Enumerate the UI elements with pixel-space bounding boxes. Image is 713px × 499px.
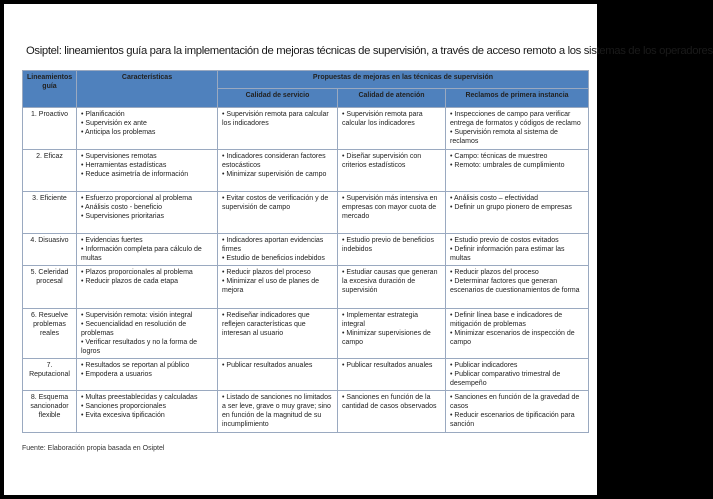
guide-cell: 8. Esquema sancionador flexible bbox=[23, 391, 77, 433]
attention-cell bbox=[338, 391, 446, 433]
list-item: • Supervisión remota para calcular los indicadores bbox=[342, 111, 423, 127]
claims-cell bbox=[446, 359, 589, 391]
characteristics-cell bbox=[77, 234, 218, 266]
header-characteristics: Características bbox=[77, 71, 218, 108]
list-item: • Campo: técnicas de muestreo bbox=[450, 153, 548, 160]
list-item: • Publicar indicadores bbox=[450, 362, 518, 369]
guide-cell: 7. Reputacional bbox=[23, 359, 77, 391]
list-item: • Supervisión más intensiva en empresas con mayor cuota de mercado bbox=[342, 195, 438, 220]
list-item: • Verificar resultados y no la forma de logros bbox=[81, 339, 198, 355]
characteristics-cell bbox=[77, 359, 218, 391]
list-item: • Remoto: umbrales de cumplimiento bbox=[450, 162, 565, 169]
attention-cell bbox=[338, 359, 446, 391]
list-item: • Publicar resultados anuales bbox=[342, 362, 433, 369]
table-row bbox=[23, 108, 589, 150]
header-guide: Lineamientos guía bbox=[23, 71, 77, 108]
header-service-quality: Calidad de servicio bbox=[218, 89, 338, 108]
characteristics-cell bbox=[77, 192, 218, 234]
attention-cell bbox=[338, 192, 446, 234]
list-item: • Anticipa los problemas bbox=[81, 129, 156, 136]
list-item: • Estudio previo de costos evitados bbox=[450, 237, 559, 244]
service-cell bbox=[218, 359, 338, 391]
table-row bbox=[23, 150, 589, 192]
list-item: • Sanciones en función de la gravedad de casos bbox=[450, 394, 580, 410]
list-item: • Resultados se reportan al público bbox=[81, 362, 190, 369]
guide-cell: 2. Eficaz bbox=[23, 150, 77, 192]
attention-cell bbox=[338, 266, 446, 309]
guide-cell: 4. Disuasivo bbox=[23, 234, 77, 266]
list-item: • Supervisión remota: visión integral bbox=[81, 312, 193, 319]
document-frame bbox=[4, 4, 713, 495]
service-cell bbox=[218, 192, 338, 234]
list-item: • Sanciones en función de la cantidad de casos observados bbox=[342, 394, 437, 410]
guide-cell: 1. Proactivo bbox=[23, 108, 77, 150]
claims-cell bbox=[446, 108, 589, 150]
list-item: • Empodera a usuarios bbox=[81, 371, 152, 378]
guidelines-table bbox=[22, 70, 589, 433]
list-item: • Supervisiones remotas bbox=[81, 153, 157, 160]
claims-cell bbox=[446, 391, 589, 433]
list-item: • Reduce asimetría de información bbox=[81, 171, 189, 178]
list-item: • Implementar estrategia integral bbox=[342, 312, 418, 328]
list-item: • Reducir plazos del proceso bbox=[450, 269, 539, 276]
list-item: • Inspecciones de campo para verificar entrega de formatos y códigos de reclamo bbox=[450, 111, 581, 127]
list-item: • Definir un grupo pionero de empresas bbox=[450, 204, 572, 211]
list-item: • Sanciones proporcionales bbox=[81, 403, 166, 410]
claims-cell bbox=[446, 150, 589, 192]
list-item: • Minimizar el uso de planes de mejora bbox=[222, 278, 319, 294]
characteristics-cell bbox=[77, 266, 218, 309]
list-item: • Información completa para cálculo de multas bbox=[81, 246, 202, 262]
service-cell bbox=[218, 309, 338, 359]
claims-cell bbox=[446, 309, 589, 359]
page-title: Osiptel: lineamientos guía para la implementación de mejoras técnicas de supervisión, a través de acceso remoto a los sistemas de los operadores bbox=[26, 45, 713, 57]
guide-cell: 3. Eficiente bbox=[23, 192, 77, 234]
list-item: • Definir línea base e indicadores de mitigación de problemas bbox=[450, 312, 563, 328]
attention-cell bbox=[338, 234, 446, 266]
list-item: • Rediseñar indicadores que reflejen características que interesan al usuario bbox=[222, 312, 310, 337]
table-row bbox=[23, 309, 589, 359]
list-item: • Reducir plazos de cada etapa bbox=[81, 278, 179, 285]
characteristics-cell bbox=[77, 391, 218, 433]
attention-cell bbox=[338, 108, 446, 150]
claims-cell bbox=[446, 234, 589, 266]
list-item: • Minimizar supervisiones de campo bbox=[342, 330, 431, 346]
service-cell bbox=[218, 108, 338, 150]
characteristics-cell bbox=[77, 309, 218, 359]
list-item: • Estudio previo de beneficios indebidos bbox=[342, 237, 434, 253]
table-row bbox=[23, 192, 589, 234]
list-item: • Multas preestablecidas y calculadas bbox=[81, 394, 198, 401]
list-item: • Planificación bbox=[81, 111, 125, 118]
list-item: • Minimizar supervisión de campo bbox=[222, 171, 327, 178]
list-item: • Supervisiones prioritarias bbox=[81, 213, 164, 220]
list-item: • Supervisión ex ante bbox=[81, 120, 147, 127]
list-item: • Supervisión remota para calcular los indicadores bbox=[222, 111, 329, 127]
list-item: • Indicadores aportan evidencias firmes bbox=[222, 237, 324, 253]
list-item: • Indicadores consideran factores estocásticos bbox=[222, 153, 326, 169]
attention-cell bbox=[338, 150, 446, 192]
table-row bbox=[23, 266, 589, 309]
service-cell bbox=[218, 266, 338, 309]
list-item: • Publicar resultados anuales bbox=[222, 362, 313, 369]
guide-cell: 5. Celeridad procesal bbox=[23, 266, 77, 309]
list-item: • Estudiar causas que generan la excesiva duración de supervisión bbox=[342, 269, 438, 294]
table-row bbox=[23, 359, 589, 391]
list-item: • Secuencialidad en resolución de problemas bbox=[81, 321, 187, 337]
header-attention-quality: Calidad de atención bbox=[338, 89, 446, 108]
header-claims: Reclamos de primera instancia bbox=[446, 89, 589, 108]
table-row bbox=[23, 391, 589, 433]
list-item: • Supervisión remota al sistema de reclamos bbox=[450, 129, 558, 145]
list-item: • Esfuerzo proporcional al problema bbox=[81, 195, 193, 202]
service-cell bbox=[218, 234, 338, 266]
list-item: • Evidencias fuertes bbox=[81, 237, 143, 244]
list-item: • Herramientas estadísticas bbox=[81, 162, 167, 169]
list-item: • Minimizar escenarios de inspección de campo bbox=[450, 330, 575, 346]
source-note: Fuente: Elaboración propia basada en Osiptel bbox=[22, 445, 165, 452]
table-body bbox=[23, 108, 589, 433]
list-item: • Análisis costo – efectividad bbox=[450, 195, 539, 202]
list-item: • Diseñar supervisión con criterios estadísticos bbox=[342, 153, 422, 169]
header-proposals: Propuestas de mejoras en las técnicas de supervisión bbox=[218, 71, 589, 89]
service-cell bbox=[218, 150, 338, 192]
claims-cell bbox=[446, 266, 589, 309]
list-item: • Evitar costos de verificación y de supervisión de campo bbox=[222, 195, 329, 211]
list-item: • Reducir escenarios de tipificación para sanción bbox=[450, 412, 575, 428]
guide-cell: 6. Resuelve problemas reales bbox=[23, 309, 77, 359]
list-item: • Definir información para estimar las multas bbox=[450, 246, 565, 262]
list-item: • Listado de sanciones no limitados a ser leve, grave o muy grave; sino en función de la magnitud de su incumplimiento bbox=[222, 394, 332, 428]
list-item: • Análisis costo - beneficio bbox=[81, 204, 163, 211]
service-cell bbox=[218, 391, 338, 433]
list-item: • Evita excesiva tipificación bbox=[81, 412, 165, 419]
characteristics-cell bbox=[77, 150, 218, 192]
list-item: • Reducir plazos del proceso bbox=[222, 269, 311, 276]
claims-cell bbox=[446, 192, 589, 234]
list-item: • Determinar factores que generan escenarios de cuestionamientos de forma bbox=[450, 278, 580, 294]
list-item: • Estudio de beneficios indebidos bbox=[222, 255, 325, 262]
characteristics-cell bbox=[77, 108, 218, 150]
list-item: • Publicar comparativo trimestral de desempeño bbox=[450, 371, 561, 387]
attention-cell bbox=[338, 309, 446, 359]
list-item: • Plazos proporcionales al problema bbox=[81, 269, 193, 276]
table-row bbox=[23, 234, 589, 266]
